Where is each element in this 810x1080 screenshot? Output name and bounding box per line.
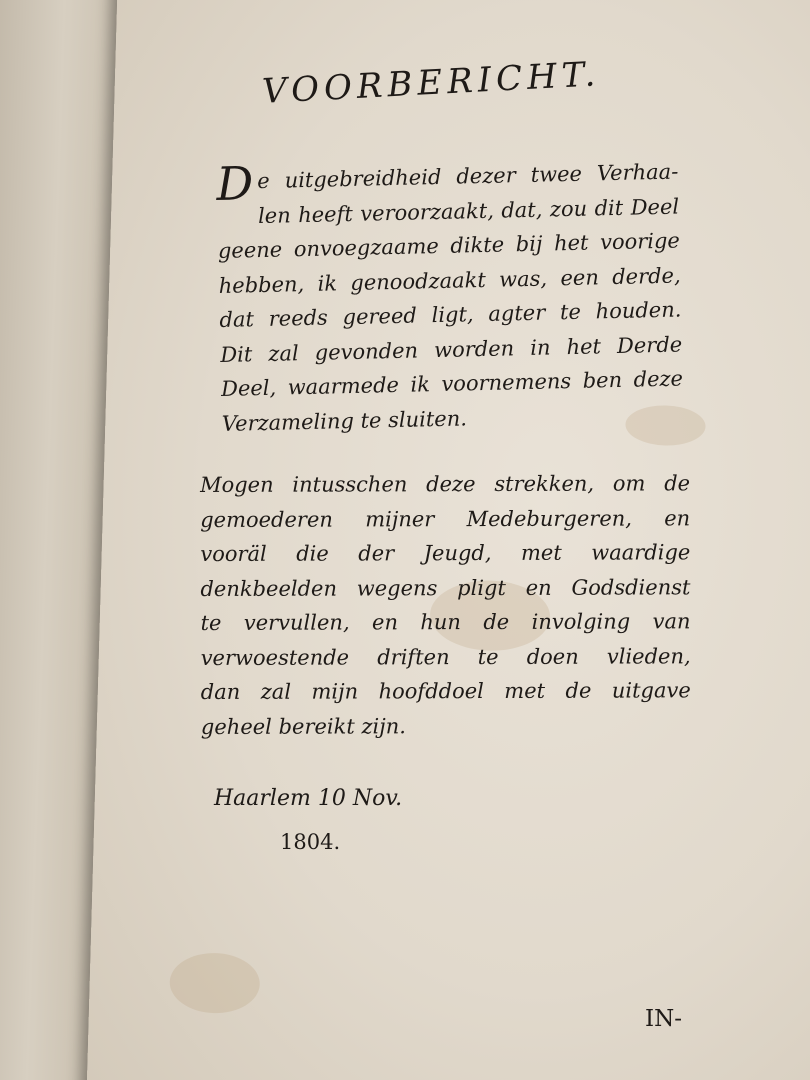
catchword: IN- bbox=[645, 1006, 682, 1032]
text-line: dat reeds gereed ligt, agter te houden. bbox=[219, 297, 682, 332]
text-line: len heeft veroorzaakt, dat, zou dit Deel bbox=[257, 194, 680, 228]
text-line: hebben, ik genoodzaakt was, een derde, bbox=[218, 262, 681, 298]
text-line: gemoederen mijner Medeburgeren, en bbox=[200, 505, 691, 532]
text-line: geheel bereikt zijn. bbox=[200, 713, 406, 739]
text-line: Mogen intusschen deze strekken, om de bbox=[200, 471, 691, 497]
paragraph-2 bbox=[200, 466, 691, 744]
year: 1804. bbox=[280, 830, 341, 854]
text-line: vooräl die der Jeugd, met waardige bbox=[200, 540, 691, 566]
text-line: geene onvoegzaame dikte bij het voorige bbox=[217, 228, 681, 263]
place-date: Haarlem 10 Nov. bbox=[214, 786, 403, 811]
page-title: VOORBERICHT. bbox=[261, 54, 602, 112]
drop-capital: D bbox=[215, 156, 254, 211]
paragraph-1 bbox=[216, 155, 684, 441]
text-line: Dit zal gevonden worden in het Derde bbox=[220, 331, 683, 367]
text-line: Deel, waarmede ik voornemens ben deze bbox=[220, 366, 684, 401]
text-line: verwoestende driften te doen vlieden, bbox=[200, 643, 691, 670]
text-line: te vervullen, en hun de involging van bbox=[200, 609, 691, 635]
text-line: Verzameling te sluiten. bbox=[221, 405, 468, 436]
text-line: dan zal mijn hoofddoel met de uitgave bbox=[200, 678, 691, 704]
text-line: denkbeelden wegens pligt en Godsdienst bbox=[200, 574, 691, 601]
text-line: e uitgebreidheid dezer twee Verhaa- bbox=[256, 159, 679, 194]
